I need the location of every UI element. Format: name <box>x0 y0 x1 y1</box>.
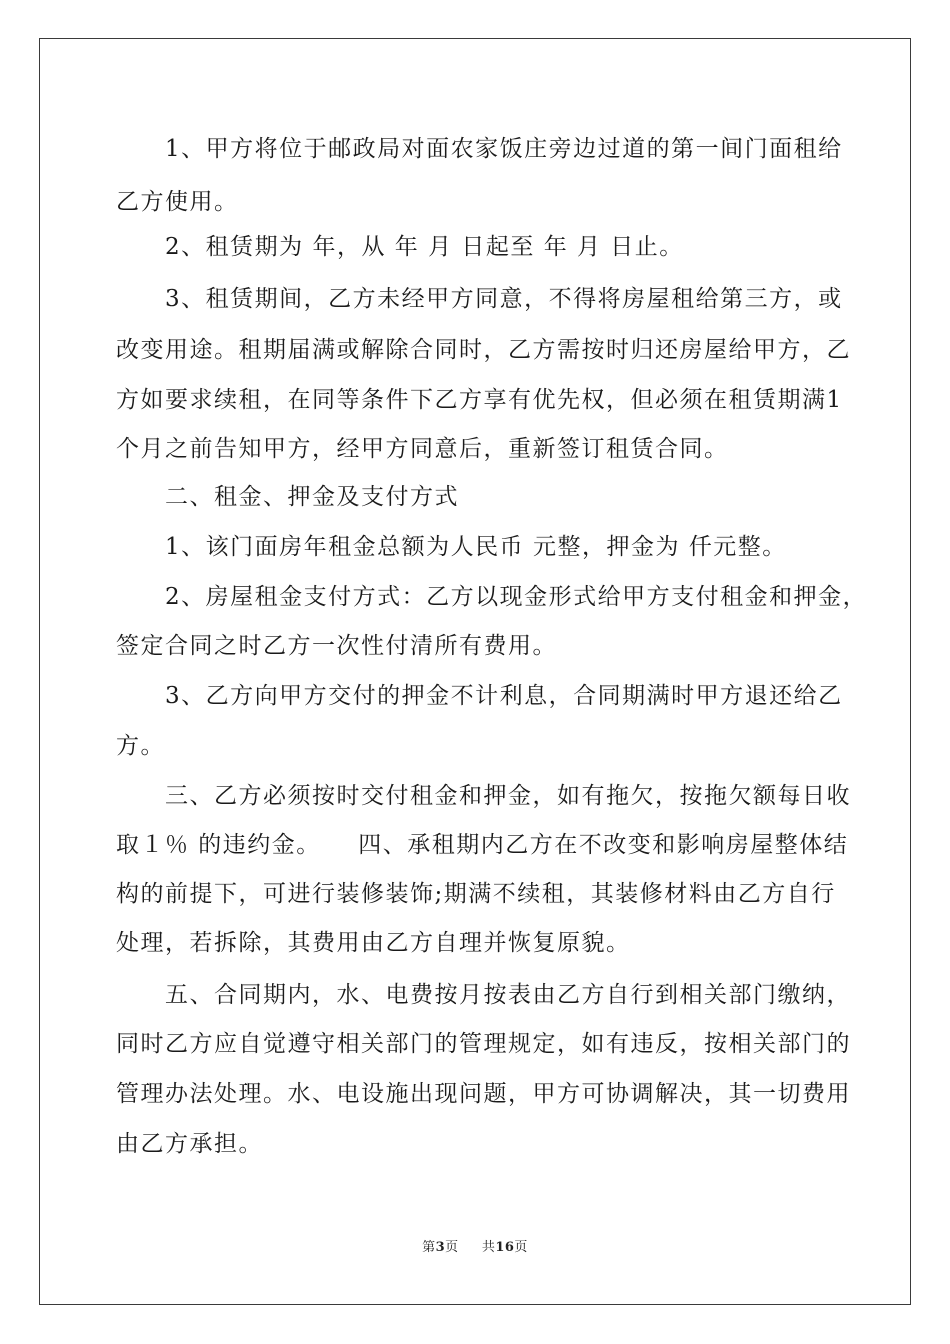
total-pages: 16 <box>495 1240 515 1255</box>
text-line: 方如要求续租，在同等条件下乙方享有优先权，但必须在租赁期满1 <box>116 387 843 413</box>
text-line: 3、租赁期间，乙方未经甲方同意，不得将房屋租给第三方，或 <box>116 286 843 312</box>
text-line: 管理办法处理。水、电设施出现问题，甲方可协调解决，其一切费用 <box>116 1081 851 1107</box>
text-line: 2、租赁期为 年，从 年 月 日起至 年 月 日止。 <box>116 234 684 260</box>
section-heading: 二、租金、押金及支付方式 <box>116 484 459 510</box>
text-line: 签定合同之时乙方一次性付清所有费用。 <box>116 633 557 659</box>
text-line: 3、乙方向甲方交付的押金不计利息，合同期满时甲方退还给乙 <box>116 683 843 709</box>
text-line: 改变用途。租期届满或解除合同时，乙方需按时归还房屋给甲方，乙 <box>116 337 851 363</box>
page-footer <box>0 1236 950 1255</box>
text-line: 1、该门面房年租金总额为人民币 元整，押金为 仟元整。 <box>116 534 787 560</box>
text-line: 构的前提下，可进行装修装饰;期满不续租，其装修材料由乙方自行 <box>116 881 836 907</box>
text-line: 乙方使用。 <box>116 189 239 215</box>
total-prefix: 共 <box>481 1240 496 1255</box>
text-line: 方。 <box>116 733 165 759</box>
text-line: 取１％ 的违约金。 四、承租期内乙方在不改变和影响房屋整体结 <box>116 832 849 858</box>
total-suffix: 页 <box>514 1240 528 1255</box>
page-border <box>39 38 911 1305</box>
text-line: 三、乙方必须按时交付租金和押金，如有拖欠，按拖欠额每日收 <box>116 783 851 809</box>
text-line: 2、房屋租金支付方式：乙方以现金形式给甲方支付租金和押金， <box>116 584 868 610</box>
page-suffix: 页 <box>445 1240 459 1255</box>
page-number: 3 <box>435 1240 446 1255</box>
text-line: 处理，若拆除，其费用由乙方自理并恢复原貌。 <box>116 930 631 956</box>
text-line: 由乙方承担。 <box>116 1131 263 1157</box>
page-prefix: 第 <box>422 1240 436 1255</box>
text-line: 同时乙方应自觉遵守相关部门的管理规定，如有违反，按相关部门的 <box>116 1031 851 1057</box>
text-line: 五、合同期内，水、电费按月按表由乙方自行到相关部门缴纳， <box>116 982 851 1008</box>
text-line: 1、甲方将位于邮政局对面农家饭庄旁边过道的第一间门面租给 <box>116 136 843 162</box>
text-line: 个月之前告知甲方，经甲方同意后，重新签订租赁合同。 <box>116 436 729 462</box>
